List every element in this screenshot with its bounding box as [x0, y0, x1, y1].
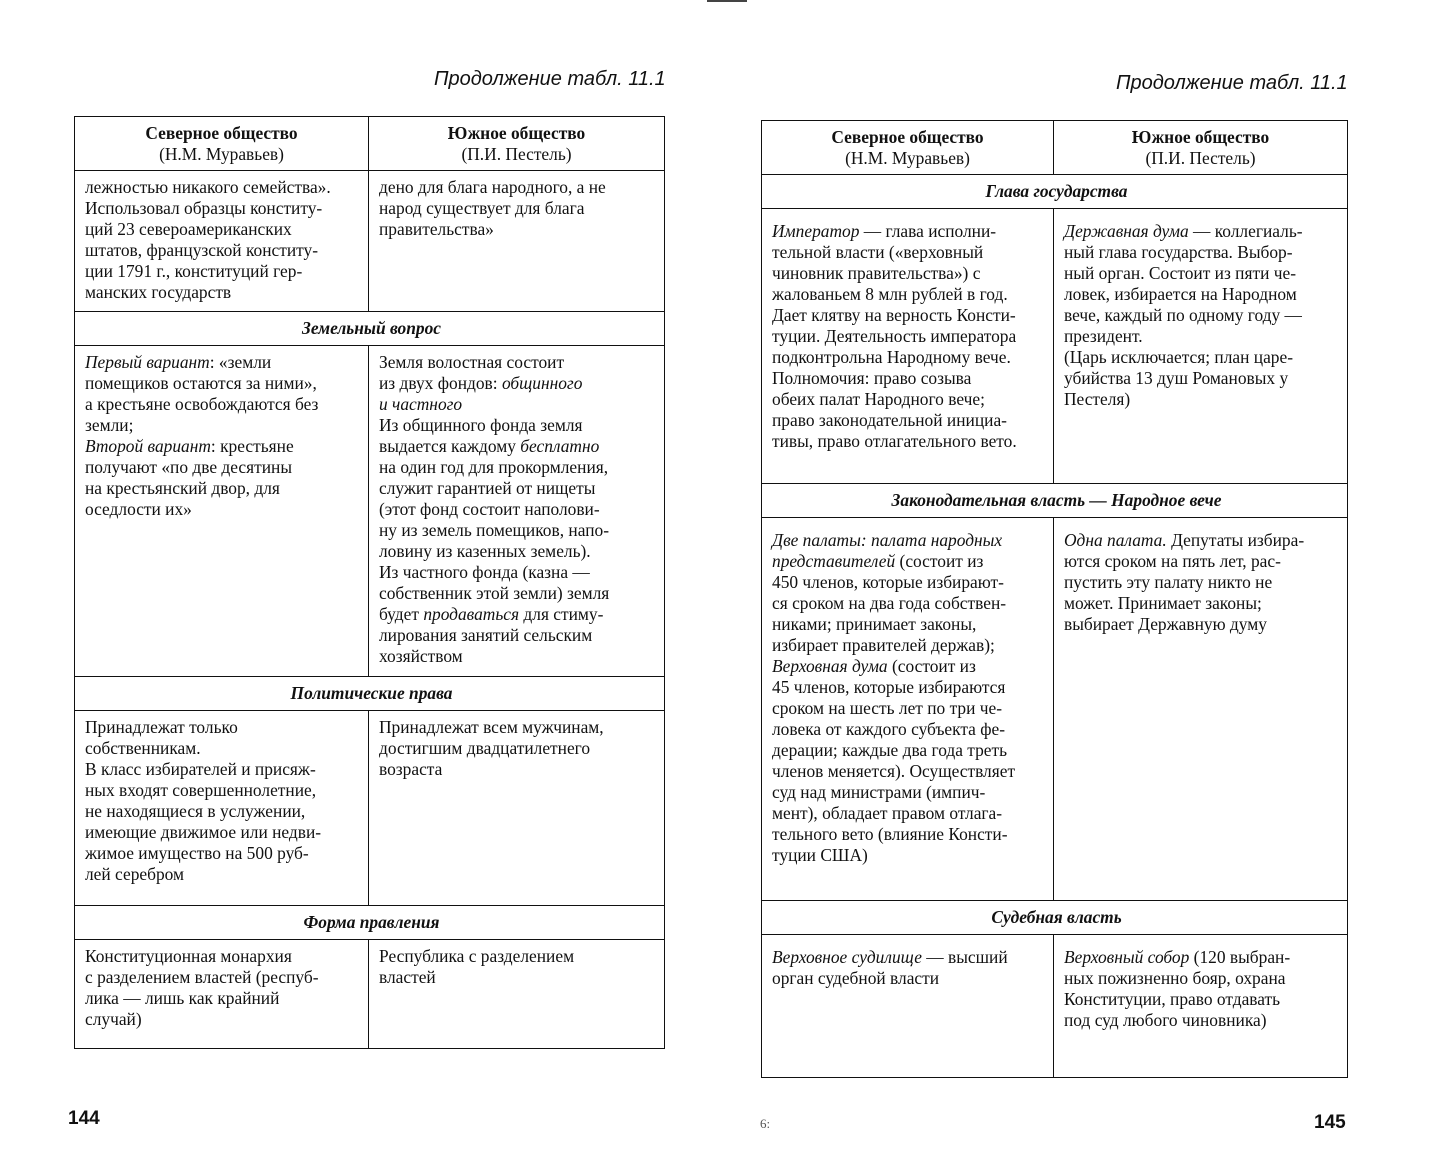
text-line: с разделением властей (респуб-: [85, 967, 319, 987]
header-south: [369, 117, 665, 171]
text-line: дерации; каждые два года треть: [772, 740, 1008, 760]
text-line: обеих палат Народного вече;: [772, 389, 985, 409]
south-cell: [1054, 209, 1348, 484]
north-cell: [762, 935, 1054, 1078]
text-line: лей серебром: [85, 864, 185, 884]
text-line: земли;: [85, 415, 134, 435]
text-line: под суд любого чиновника): [1064, 1010, 1267, 1030]
south-cell: [1054, 518, 1348, 901]
text-line: туции США): [772, 845, 868, 865]
text-line: Из общинного фонда земля: [379, 415, 583, 435]
south-cell: [369, 346, 665, 677]
right-page: [722, 0, 1444, 1174]
text-line: туции. Деятельность императора: [772, 326, 1017, 346]
header-north-name: Северное общество: [145, 123, 298, 143]
text-line: ных пожизненно бояр, охрана: [1064, 968, 1286, 988]
text-line: ну из земель помещиков, напо-: [379, 520, 609, 540]
binding-mark: [707, 0, 747, 2]
text-line: Верховное судилище — высший: [772, 947, 1008, 967]
text-line: хозяйством: [379, 646, 463, 666]
south-cell: [369, 711, 665, 906]
text-line: Принадлежат всем мужчинам,: [379, 717, 604, 737]
section-row: [75, 677, 665, 711]
text-line: и частного: [379, 394, 463, 414]
text-line: ются сроком на пять лет, рас-: [1064, 551, 1281, 571]
text-line: оседлости их»: [85, 499, 192, 519]
header-south-name: Южное общество: [447, 123, 586, 143]
text-line: мент), обладает правом отлага-: [772, 803, 1003, 823]
north-cell: [75, 346, 369, 677]
text-line: (Царь исключается; план царе-: [1064, 347, 1294, 367]
table-row: [75, 711, 665, 906]
text-line: тельного вето (влияние Консти-: [772, 824, 1008, 844]
text-line: Второй вариант: крестьяне: [85, 436, 294, 456]
text-line: чиновник правительства») с: [772, 263, 981, 283]
text-line: тельной власти («верховный: [772, 242, 984, 262]
page-number: 144: [68, 1108, 100, 1129]
text-line: лирования занятий сельским: [379, 625, 593, 645]
section-row: [762, 901, 1348, 935]
text-line: вече, каждый по одному году —: [1064, 305, 1302, 325]
table-header-row: [75, 117, 665, 171]
text-line: Одна палата. Депутаты избира-: [1064, 530, 1305, 550]
text-line: президент.: [1064, 326, 1143, 346]
text-line: Дает клятву на верность Консти-: [772, 305, 1016, 325]
north-cell: [75, 711, 369, 906]
text-line: лежностью никакого семейства».: [85, 177, 331, 197]
text-line: Державная дума — коллегиаль-: [1064, 221, 1303, 241]
section-heading-form: Форма правления: [75, 906, 665, 940]
continuation-title: Продолжение табл. 11.1: [434, 68, 666, 90]
text-line: (этот фонд состоит наполови-: [379, 499, 600, 519]
text-line: манских государств: [85, 282, 232, 302]
text-line: суд над министрами (импич-: [772, 782, 986, 802]
text-line: ловека от каждого субъекта фе-: [772, 719, 1006, 739]
text-line: ловину из казенных земель).: [379, 541, 591, 561]
text-line: из двух фондов: общинного: [379, 373, 583, 393]
text-line: Верховная дума (состоит из: [772, 656, 976, 676]
header-north-sub: (Н.М. Муравьев): [845, 148, 970, 168]
text-line: Конституции, право отдавать: [1064, 989, 1281, 1009]
text-line: членов меняется). Осуществляет: [772, 761, 1016, 781]
text-line: Из частного фонда (казна —: [379, 562, 590, 582]
text-line: Пестеля): [1064, 389, 1131, 409]
text-line: Император — глава исполни-: [772, 221, 997, 241]
text-line: дено для блага народного, а не: [379, 177, 606, 197]
section-heading-judicial: Судебная власть: [762, 901, 1348, 935]
text-line: выбирает Державную думу: [1064, 614, 1267, 634]
text-line: народ существует для блага: [379, 198, 585, 218]
header-north: [75, 117, 369, 171]
text-line: представителей (состоит из: [772, 551, 984, 571]
section-row: [75, 312, 665, 346]
table-row: [75, 171, 665, 312]
text-line: помещиков остаются за ними»,: [85, 373, 317, 393]
text-line: Полномочия: право созыва: [772, 368, 972, 388]
comparison-table: [74, 116, 665, 1049]
text-line: Земля волостная состоит: [379, 352, 565, 372]
text-line: подконтрольна Народному вече.: [772, 347, 1011, 367]
table-row: [762, 518, 1348, 901]
text-line: достигшим двадцатилетнего: [379, 738, 591, 758]
text-line: право законодательной инициа-: [772, 410, 1007, 430]
section-heading-head: Глава государства: [762, 175, 1348, 209]
text-line: ных входят совершеннолетние,: [85, 780, 317, 800]
north-cell: [75, 940, 369, 1049]
header-north: [762, 121, 1054, 175]
text-line: получают «по две десятины: [85, 457, 293, 477]
gutter-mark: 6:: [760, 1116, 771, 1131]
text-line: Верховный собор (120 выбран-: [1064, 947, 1291, 967]
text-line: Конституционная монархия: [85, 946, 292, 966]
table-row: [75, 940, 665, 1049]
section-row: [75, 906, 665, 940]
text-line: жалованьем 8 млн рублей в год.: [772, 284, 1008, 304]
section-heading-rights: Политические права: [75, 677, 665, 711]
text-line: будет продаваться для стиму-: [379, 604, 604, 624]
table-row: [762, 935, 1348, 1078]
text-line: на крестьянский двор, для: [85, 478, 280, 498]
north-cell: [762, 209, 1054, 484]
text-line: ся сроком на два года собствен-: [772, 593, 1007, 613]
text-line: ный глава государства. Выбор-: [1064, 242, 1293, 262]
section-row: [762, 484, 1348, 518]
text-line: лика — лишь как крайний: [85, 988, 280, 1008]
text-line: собственник этой земли) земля: [379, 583, 610, 603]
text-line: возраста: [379, 759, 443, 779]
text-line: может. Принимает законы;: [1064, 593, 1262, 613]
section-heading-legislative: Законодательная власть — Народное вече: [762, 484, 1348, 518]
text-line: никами; принимает законы,: [772, 614, 977, 634]
header-south-sub: (П.И. Пестель): [1145, 148, 1256, 168]
table-row: [762, 209, 1348, 484]
text-line: избирает правителей держав);: [772, 635, 995, 655]
header-north-sub: (Н.М. Муравьев): [159, 144, 284, 164]
text-line: жимое имущество на 500 руб-: [85, 843, 309, 863]
text-line: ции 1791 г., конституций гер-: [85, 261, 303, 281]
text-line: Две палаты: палата народных: [772, 530, 1003, 550]
text-line: убийства 13 душ Романовых у: [1064, 368, 1289, 388]
header-north-name: Северное общество: [831, 127, 984, 147]
section-heading-land: Земельный вопрос: [75, 312, 665, 346]
header-south-sub: (П.И. Пестель): [461, 144, 572, 164]
table-header-row: [762, 121, 1348, 175]
text-line: 45 членов, которые избираются: [772, 677, 1006, 697]
text-line: властей: [379, 967, 436, 987]
table-row: [75, 346, 665, 677]
text-line: тивы, право отлагательного вето.: [772, 431, 1017, 451]
text-line: Республика с разделением: [379, 946, 575, 966]
text-line: а крестьяне освобождаются без: [85, 394, 319, 414]
text-line: 450 членов, которые избирают-: [772, 572, 1004, 592]
text-line: пустить эту палату никто не: [1064, 572, 1273, 592]
text-line: штатов, французской конститу-: [85, 240, 318, 260]
text-line: орган судебной власти: [772, 968, 940, 988]
text-line: Принадлежат только: [85, 717, 238, 737]
text-line: правительства»: [379, 219, 494, 239]
text-line: ловек, избирается на Народном: [1064, 284, 1297, 304]
text-line: выдается каждому бесплатно: [379, 436, 600, 456]
text-line: В класс избирателей и присяж-: [85, 759, 316, 779]
section-row: [762, 175, 1348, 209]
comparison-table: [761, 120, 1348, 1078]
text-line: не находящиеся в услужении,: [85, 801, 306, 821]
south-cell: [369, 940, 665, 1049]
text-line: случай): [85, 1009, 142, 1029]
text-line: имеющие движимое или недви-: [85, 822, 322, 842]
text-line: Первый вариант: «земли: [85, 352, 272, 372]
text-line: на один год для прокормления,: [379, 457, 609, 477]
text-line: собственникам.: [85, 738, 201, 758]
text-line: сроком на шесть лет по три че-: [772, 698, 1003, 718]
south-cell: [1054, 935, 1348, 1078]
text-line: Использовал образцы конститу-: [85, 198, 323, 218]
north-cell: [75, 171, 369, 312]
text-line: ный орган. Состоит из пяти че-: [1064, 263, 1296, 283]
page-number: 145: [1314, 1112, 1346, 1133]
header-south-name: Южное общество: [1131, 127, 1270, 147]
text-line: ций 23 североамериканских: [85, 219, 292, 239]
south-cell: [369, 171, 665, 312]
continuation-title: Продолжение табл. 11.1: [1116, 72, 1348, 94]
north-cell: [762, 518, 1054, 901]
text-line: служит гарантией от нищеты: [379, 478, 596, 498]
header-south: [1054, 121, 1348, 175]
